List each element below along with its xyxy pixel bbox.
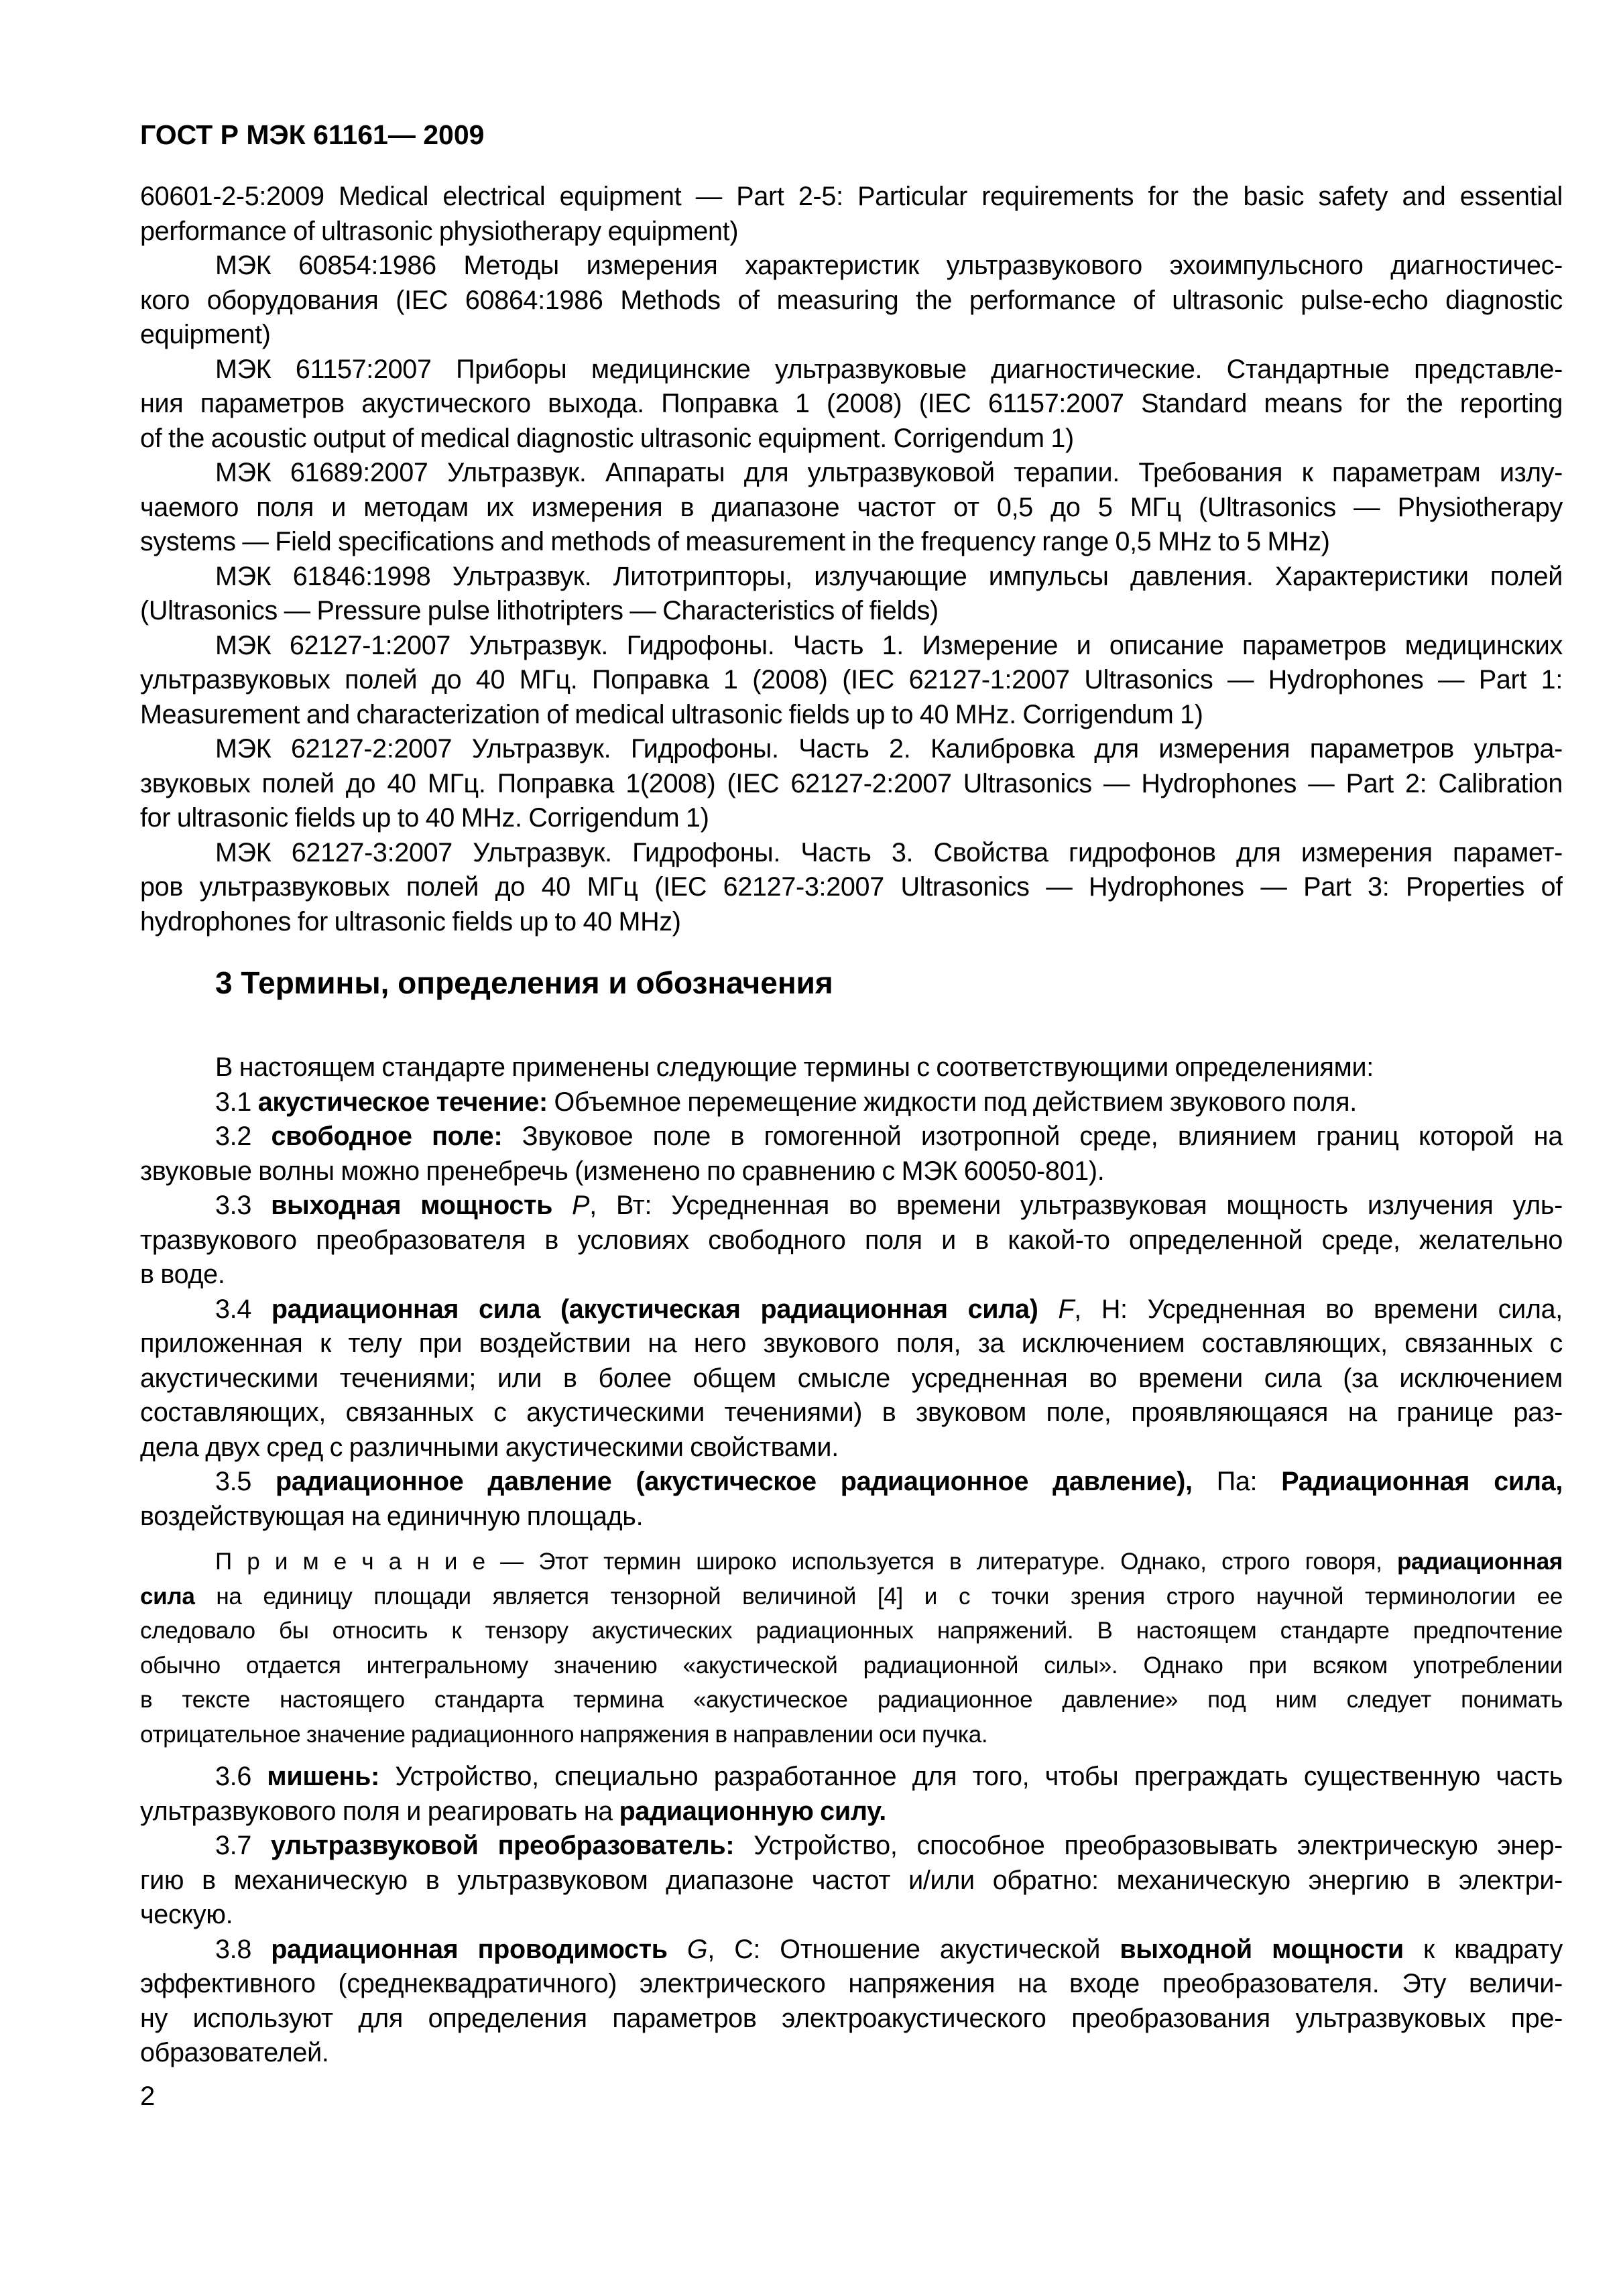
text-line: of the acoustic output of medical diagnostic ultrasonic equipment. Corrigendum 1) xyxy=(140,423,1074,453)
text-line: ультразвуковых полей до 40 МГц. Поправка 1 (2008) (IEC 62127-1:2007 Ultrasonics — Hydrophones — Part 1: xyxy=(140,665,1563,694)
text-line: МЭК 62127-2:2007 Ультразвук. Гидрофоны. Часть 2. Калибровка для измерения параметров ультра- xyxy=(215,734,1563,764)
text-line: for ultrasonic fields up to 40 MHz. Corrigendum 1) xyxy=(140,803,709,833)
text-line: МЭК 61846:1998 Ультразвук. Литотрипторы, излучающие импульсы давления. Характеристики полей xyxy=(215,561,1563,591)
text-line: 3.5 радиационное давление (акустическое радиационное давление), Па: Радиационная сила, xyxy=(215,1467,1563,1496)
text-line: гию в механическую в ультразвуковом диапазоне частот и/или обратно: механическую энергию в электри- xyxy=(140,1865,1563,1895)
text-line: 3.4 радиационная сила (акустическая радиационная сила) F, Н: Усредненная во времени сила, xyxy=(215,1294,1563,1324)
text-line: приложенная к телу при воздействии на него звукового поля, за исключением составляющих, связанных с xyxy=(140,1329,1563,1358)
page-header-title: ГОСТ Р МЭК 61161— 2009 xyxy=(140,119,485,150)
text-line: следовало бы относить к тензору акустических радиационных напряжений. В настоящем стандарте предпочтение xyxy=(140,1618,1563,1644)
text-line: ния параметров акустического выхода. Поправка 1 (2008) (IEC 61157:2007 Standard means for the reporting xyxy=(140,389,1563,418)
text-line: звуковые волны можно пренебречь (изменено по сравнению с МЭК 60050-801). xyxy=(140,1156,1105,1186)
text-line: дела двух сред с различными акустическими свойствами. xyxy=(140,1432,839,1462)
text-line: 60601-2-5:2009 Medical electrical equipment — Part 2-5: Particular requirements for the basic safety and essential xyxy=(140,182,1563,211)
text-line: МЭК 62127-3:2007 Ультразвук. Гидрофоны. Часть 3. Свойства гидрофонов для измерения парамет- xyxy=(215,837,1563,867)
text-line: образователей. xyxy=(140,2038,329,2067)
text-line: Measurement and characterization of medical ultrasonic fields up to 40 MHz. Corrigendum 1) xyxy=(140,699,1203,729)
text-line: equipment) xyxy=(140,320,271,349)
text-line: воздействующая на единичную площадь. xyxy=(140,1501,644,1531)
terms-definitions-block xyxy=(140,1050,1563,1534)
text-line: systems — Field specifications and methods of measurement in the frequency range 0,5 MHz to 5 MHz) xyxy=(140,527,1330,556)
text-line: обычно отдается интегральному значению «акустической радиационной силы». Однако при всяком употреблении xyxy=(140,1652,1563,1679)
text-line: МЭК 61157:2007 Приборы медицинские ультразвуковые диагностические. Стандартные представле- xyxy=(215,354,1563,384)
text-line: 3.2 свободное поле: Звуковое поле в гомогенной изотропной среде, влиянием границ которой на xyxy=(215,1122,1563,1151)
text-line: тразвукового преобразователя в условиях свободного поля и в какой-то определенной среде, желательно xyxy=(140,1225,1563,1255)
text-line: МЭК 62127-1:2007 Ультразвук. Гидрофоны. Часть 1. Измерение и описание параметров медицинских xyxy=(215,630,1563,660)
text-line: performance of ultrasonic physiotherapy equipment) xyxy=(140,216,739,246)
text-line: ультразвукового поля и реагировать на радиационную силу. xyxy=(140,1796,886,1826)
text-line: В настоящем стандарте применены следующие термины с соответствующими определениями: xyxy=(215,1052,1374,1082)
note-block xyxy=(140,1545,1563,1752)
references-block xyxy=(140,180,1563,939)
text-line: ческую. xyxy=(140,1900,233,1929)
text-line: составляющих, связанных с акустическими течениями) в звуковом поле, проявляющаяся на границе раз- xyxy=(140,1398,1563,1427)
text-line: в воде. xyxy=(140,1260,225,1289)
page-number: 2 xyxy=(140,2081,156,2111)
text-line: акустическими течениями; или в более общем смысле усредненная во времени сила (за исключением xyxy=(140,1363,1563,1393)
text-line: звуковых полей до 40 МГц. Поправка 1(2008) (IEC 62127-2:2007 Ultrasonics — Hydrophones — Part 2: Calibration xyxy=(140,768,1563,798)
text-line: 3.6 мишень: Устройство, специально разработанное для того, чтобы преграждать существенную часть xyxy=(215,1762,1563,1791)
text-line: 3.8 радиационная проводимость G, С: Отношение акустической выходной мощности к квадрату xyxy=(215,1934,1563,1964)
page-content xyxy=(140,180,1563,2071)
text-line: (Ultrasonics — Pressure pulse lithotripters — Characteristics of fields) xyxy=(140,596,939,625)
text-line: 3.3 выходная мощность P, Вт: Усредненная во времени ультразвуковая мощность излучения уль- xyxy=(215,1191,1563,1220)
terms-definitions-block-continued xyxy=(140,1760,1563,2071)
text-line: ров ультразвуковых полей до 40 МГц (IEC 62127-3:2007 Ultrasonics — Hydrophones — Part 3: Properties of xyxy=(140,872,1563,902)
text-line: кого оборудования (IEC 60864:1986 Methods of measuring the performance of ultrasonic pulse-echo diagnostic xyxy=(140,285,1563,315)
text-line: П р и м е ч а н и е — Этот термин широко используется в литературе. Однако, строго говоря, радиационная xyxy=(215,1549,1563,1575)
text-line: эффективного (среднеквадратичного) электрического напряжения на входе преобразователя. Эту величи- xyxy=(140,1969,1563,1998)
text-line: hydrophones for ultrasonic fields up to 40 MHz) xyxy=(140,906,681,936)
text-line: 3.7 ультразвуковой преобразователь: Устройство, способное преобразовывать электрическую энер- xyxy=(215,1831,1563,1860)
text-line: сила на единицу площади является тензорной величиной [4] и с точки зрения строго научной терминологии ее xyxy=(140,1583,1563,1610)
text-line: МЭК 61689:2007 Ультразвук. Аппараты для ультразвуковой терапии. Требования к параметрам излу- xyxy=(215,458,1563,487)
text-line: МЭК 60854:1986 Методы измерения характеристик ультразвукового эхоимпульсного диагностичес- xyxy=(215,251,1563,280)
text-line: 3.1 акустическое течение: Объемное перемещение жидкости под действием звукового поля. xyxy=(215,1087,1357,1117)
text-line: в тексте настоящего стандарта термина «акустическое радиационное давление» под ним следует понимать xyxy=(140,1687,1563,1713)
text-line: отрицательное значение радиационного напряжения в направлении оси пучка. xyxy=(140,1721,988,1748)
section-heading: 3 Термины, определения и обозначения xyxy=(215,965,833,1000)
text-line: ну используют для определения параметров электроакустического преобразования ультразвуковых пре- xyxy=(140,2003,1563,2033)
text-line: чаемого поля и методам их измерения в диапазоне частот от 0,5 до 5 МГц (Ultrasonics — Physiotherapy xyxy=(140,492,1563,522)
